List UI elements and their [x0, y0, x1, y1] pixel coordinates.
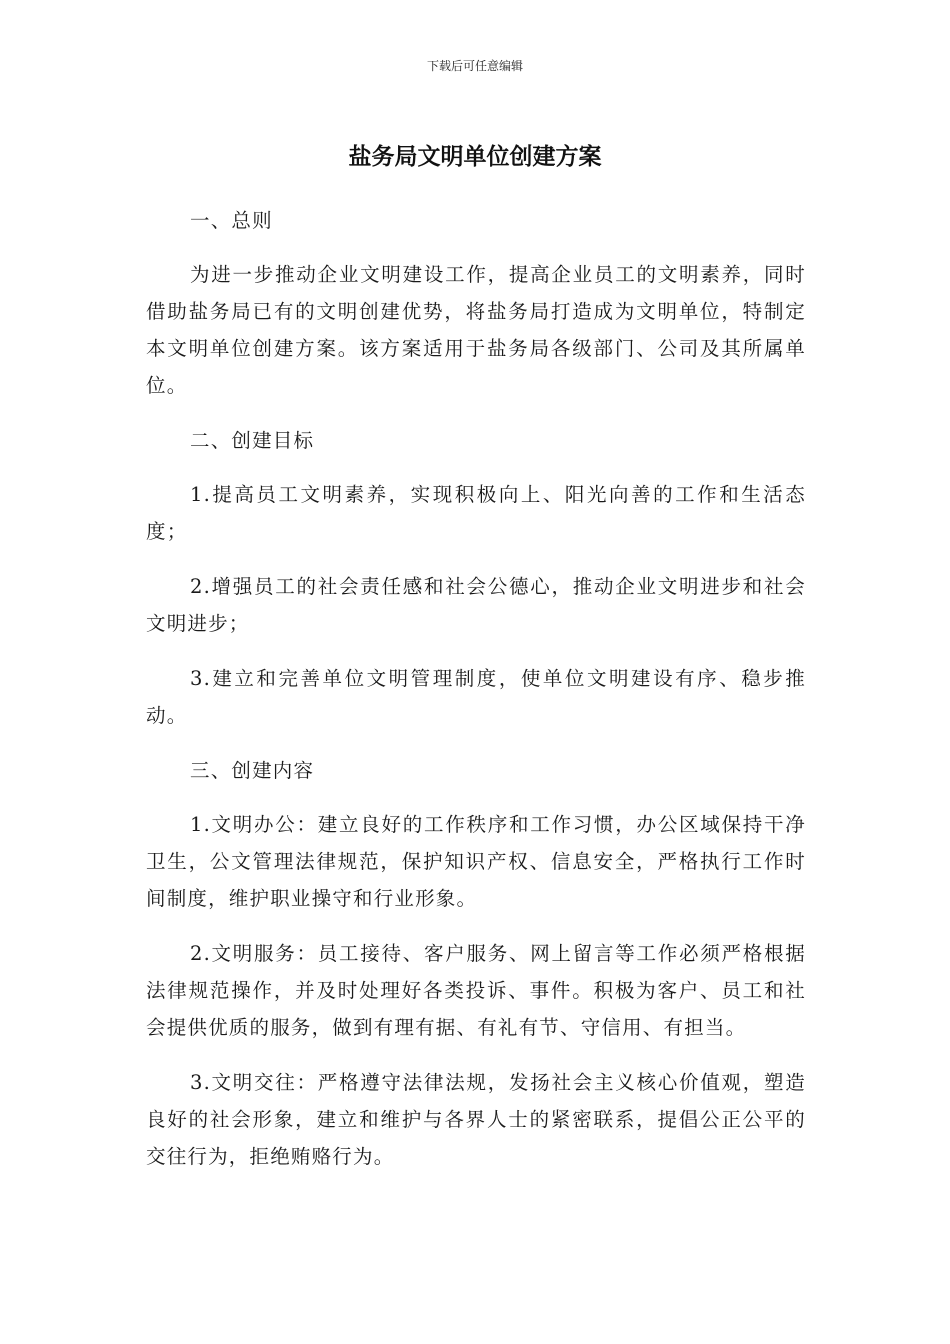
section-heading-content: 三、创建内容 — [190, 759, 315, 782]
page-header-note: 下载后可任意编辑 — [426, 59, 523, 73]
document-body — [146, 202, 806, 1193]
content-item-2: 2.文明服务：员工接待、客户服务、网上留言等工作必须严格根据法律规范操作，并及时处理好各类投诉、事件。积极为客户、员工和社会提供优质的服务，做到有理有据、有礼有节、守信用、有担当。 — [146, 942, 806, 1039]
content-item-1: 1.文明办公：建立良好的工作秩序和工作习惯，办公区域保持干净卫生，公文管理法律规范，保护知识产权、信息安全，严格执行工作时间制度，维护职业操守和行业形象。 — [146, 813, 806, 910]
paragraph-general: 为进一步推动企业文明建设工作，提高企业员工的文明素养，同时借助盐务局已有的文明创建优势，将盐务局打造成为文明单位，特制定本文明单位创建方案。该方案适用于盐务局各级部门、公司及其所属单位。 — [146, 263, 806, 397]
section-heading-goals: 二、创建目标 — [190, 429, 315, 452]
section-heading-general: 一、总则 — [190, 209, 273, 232]
content-item-3: 3.文明交往：严格遵守法律法规，发扬社会主义核心价值观，塑造良好的社会形象，建立和维护与各界人士的紧密联系，提倡公正公平的交往行为，拒绝贿赂行为。 — [146, 1071, 806, 1168]
goal-item-2: 2.增强员工的社会责任感和社会公德心，推动企业文明进步和社会文明进步； — [146, 575, 806, 635]
document-title: 盐务局文明单位创建方案 — [348, 144, 602, 170]
goal-item-1: 1.提高员工文明素养，实现积极向上、阳光向善的工作和生活态度； — [146, 483, 806, 543]
goal-item-3: 3.建立和完善单位文明管理制度，使单位文明建设有序、稳步推动。 — [146, 667, 806, 727]
